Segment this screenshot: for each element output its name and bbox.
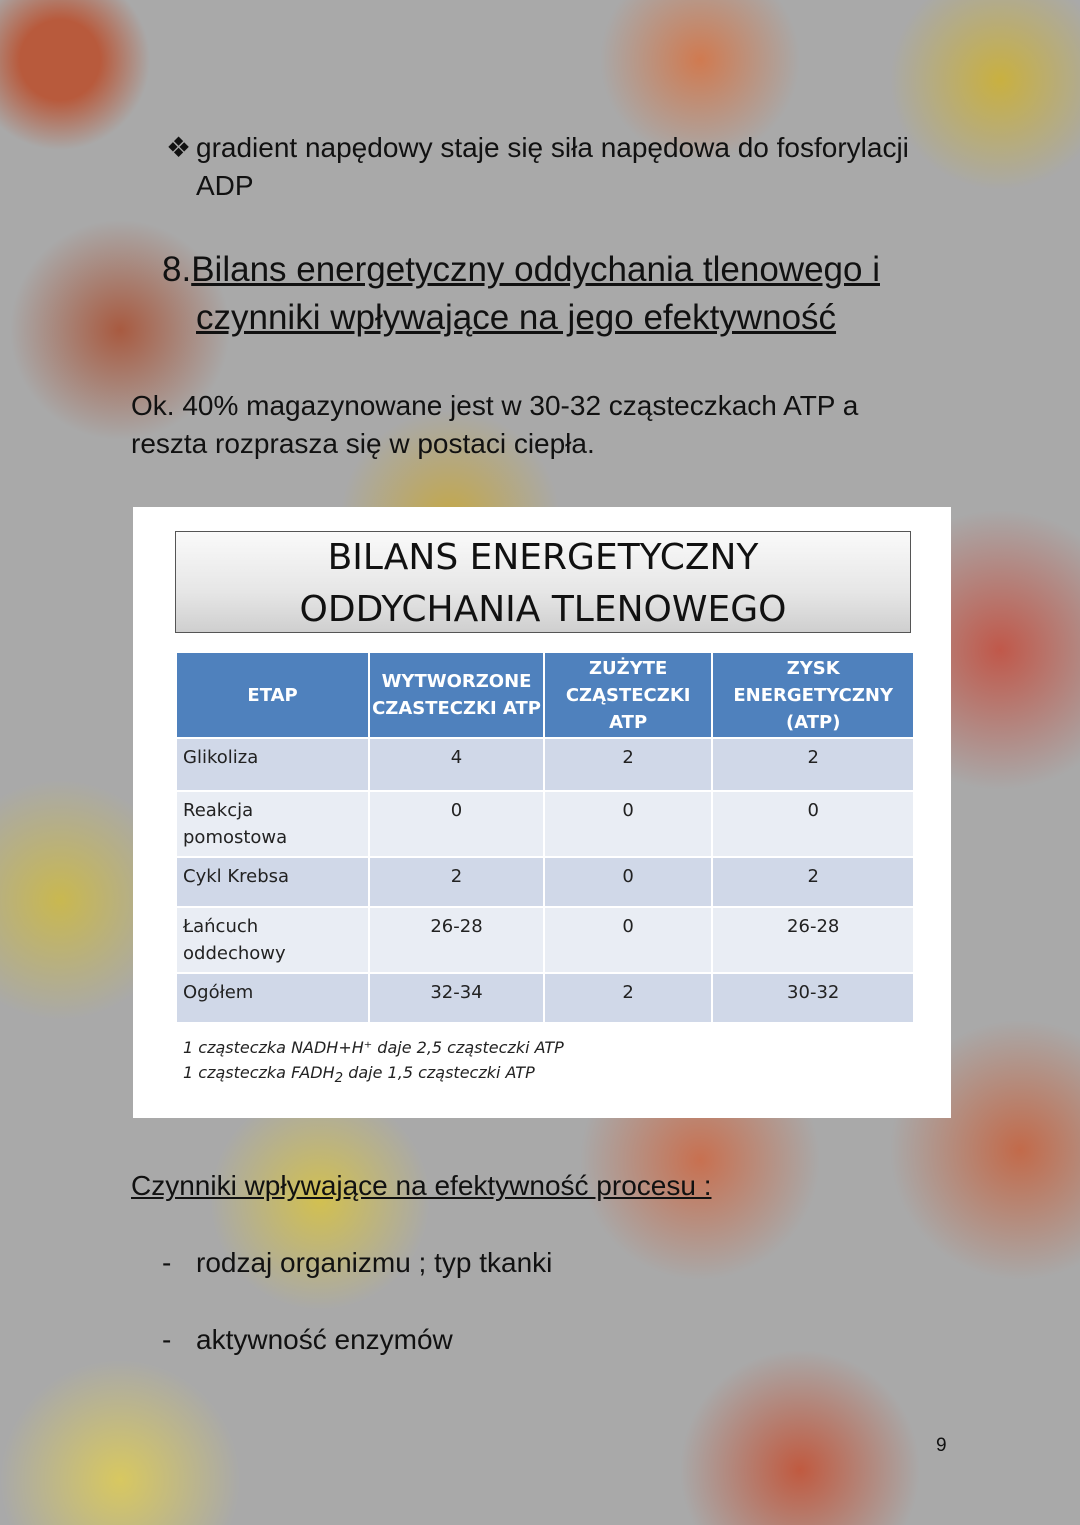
column-header: WYTWORZONE CZASTECZKI ATP xyxy=(369,652,544,738)
column-header: ZUŻYTE CZĄSTECZKI ATP xyxy=(544,652,713,738)
value-cell: 26-28 xyxy=(369,907,544,973)
bullet-line: gradient napędowy staje się siła napędowa do fosforylacji xyxy=(196,132,909,163)
figure-title xyxy=(175,531,911,633)
value-cell: 30-32 xyxy=(712,973,914,1023)
column-header: ZYSK ENERGETYCZNY (ATP) xyxy=(712,652,914,738)
value-cell: 0 xyxy=(369,791,544,857)
footnote-text: daje 1,5 cząsteczki ATP xyxy=(343,1063,535,1082)
stage-cell: Łańcuch oddechowy xyxy=(176,907,369,973)
factor-item: aktywność enzymów xyxy=(196,1324,453,1355)
footnote-fadh xyxy=(183,1063,535,1086)
dash: - xyxy=(162,1247,172,1278)
figure-title-line: ODDYCHANIA TLENOWEGO xyxy=(299,589,787,630)
value-cell: 2 xyxy=(712,857,914,907)
column-header: ETAP xyxy=(176,652,369,738)
footnote-nadh: 1 cząsteczka NADH+H⁺ daje 2,5 cząsteczki ATP xyxy=(183,1038,564,1057)
stage-cell: Cykl Krebsa xyxy=(176,857,369,907)
stage-cell: Ogółem xyxy=(176,973,369,1023)
bullet-text xyxy=(196,129,909,205)
section-title-line: czynniki wpływające na jego efektywność xyxy=(196,298,837,337)
factor-item: rodzaj organizmu ; typ tkanki xyxy=(196,1247,553,1278)
value-cell: 0 xyxy=(712,791,914,857)
paragraph xyxy=(131,387,858,463)
value-cell: 0 xyxy=(544,907,713,973)
energy-balance-table xyxy=(175,651,915,1024)
factors-heading: Czynniki wpływające na efektywność procesu : xyxy=(131,1170,712,1201)
value-cell: 0 xyxy=(544,857,713,907)
value-cell: 2 xyxy=(544,738,713,791)
value-cell: 2 xyxy=(712,738,914,791)
bullet-icon: ❖ xyxy=(166,132,192,163)
value-cell: 2 xyxy=(544,973,713,1023)
stage-cell: Glikoliza xyxy=(176,738,369,791)
value-cell: 26-28 xyxy=(712,907,914,973)
table-row xyxy=(176,791,914,857)
table-row xyxy=(176,857,914,907)
table-row xyxy=(176,907,914,973)
energy-balance-figure xyxy=(133,507,951,1118)
figure-title-line: BILANS ENERGETYCZNY xyxy=(327,537,759,578)
value-cell: 2 xyxy=(369,857,544,907)
section-title-line: Bilans energetyczny oddychania tlenowego i xyxy=(191,250,880,289)
section-number: 8. xyxy=(162,250,192,289)
footnote-subscript: 2 xyxy=(334,1071,344,1087)
value-cell: 32-34 xyxy=(369,973,544,1023)
value-cell: 0 xyxy=(544,791,713,857)
table-row xyxy=(176,738,914,791)
bullet-line: ADP xyxy=(196,170,254,201)
paragraph-line: reszta rozprasza się w postaci ciepła. xyxy=(131,428,595,459)
value-cell: 4 xyxy=(369,738,544,791)
dash: - xyxy=(162,1324,172,1355)
page-number: 9 xyxy=(936,1435,947,1456)
table-row xyxy=(176,973,914,1023)
paragraph-line: Ok. 40% magazynowane jest w 30-32 cząsteczkach ATP a xyxy=(131,390,859,421)
stage-cell: Reakcja pomostowa xyxy=(176,791,369,857)
section-heading xyxy=(162,246,962,342)
footnote-text: 1 cząsteczka FADH xyxy=(183,1063,335,1082)
